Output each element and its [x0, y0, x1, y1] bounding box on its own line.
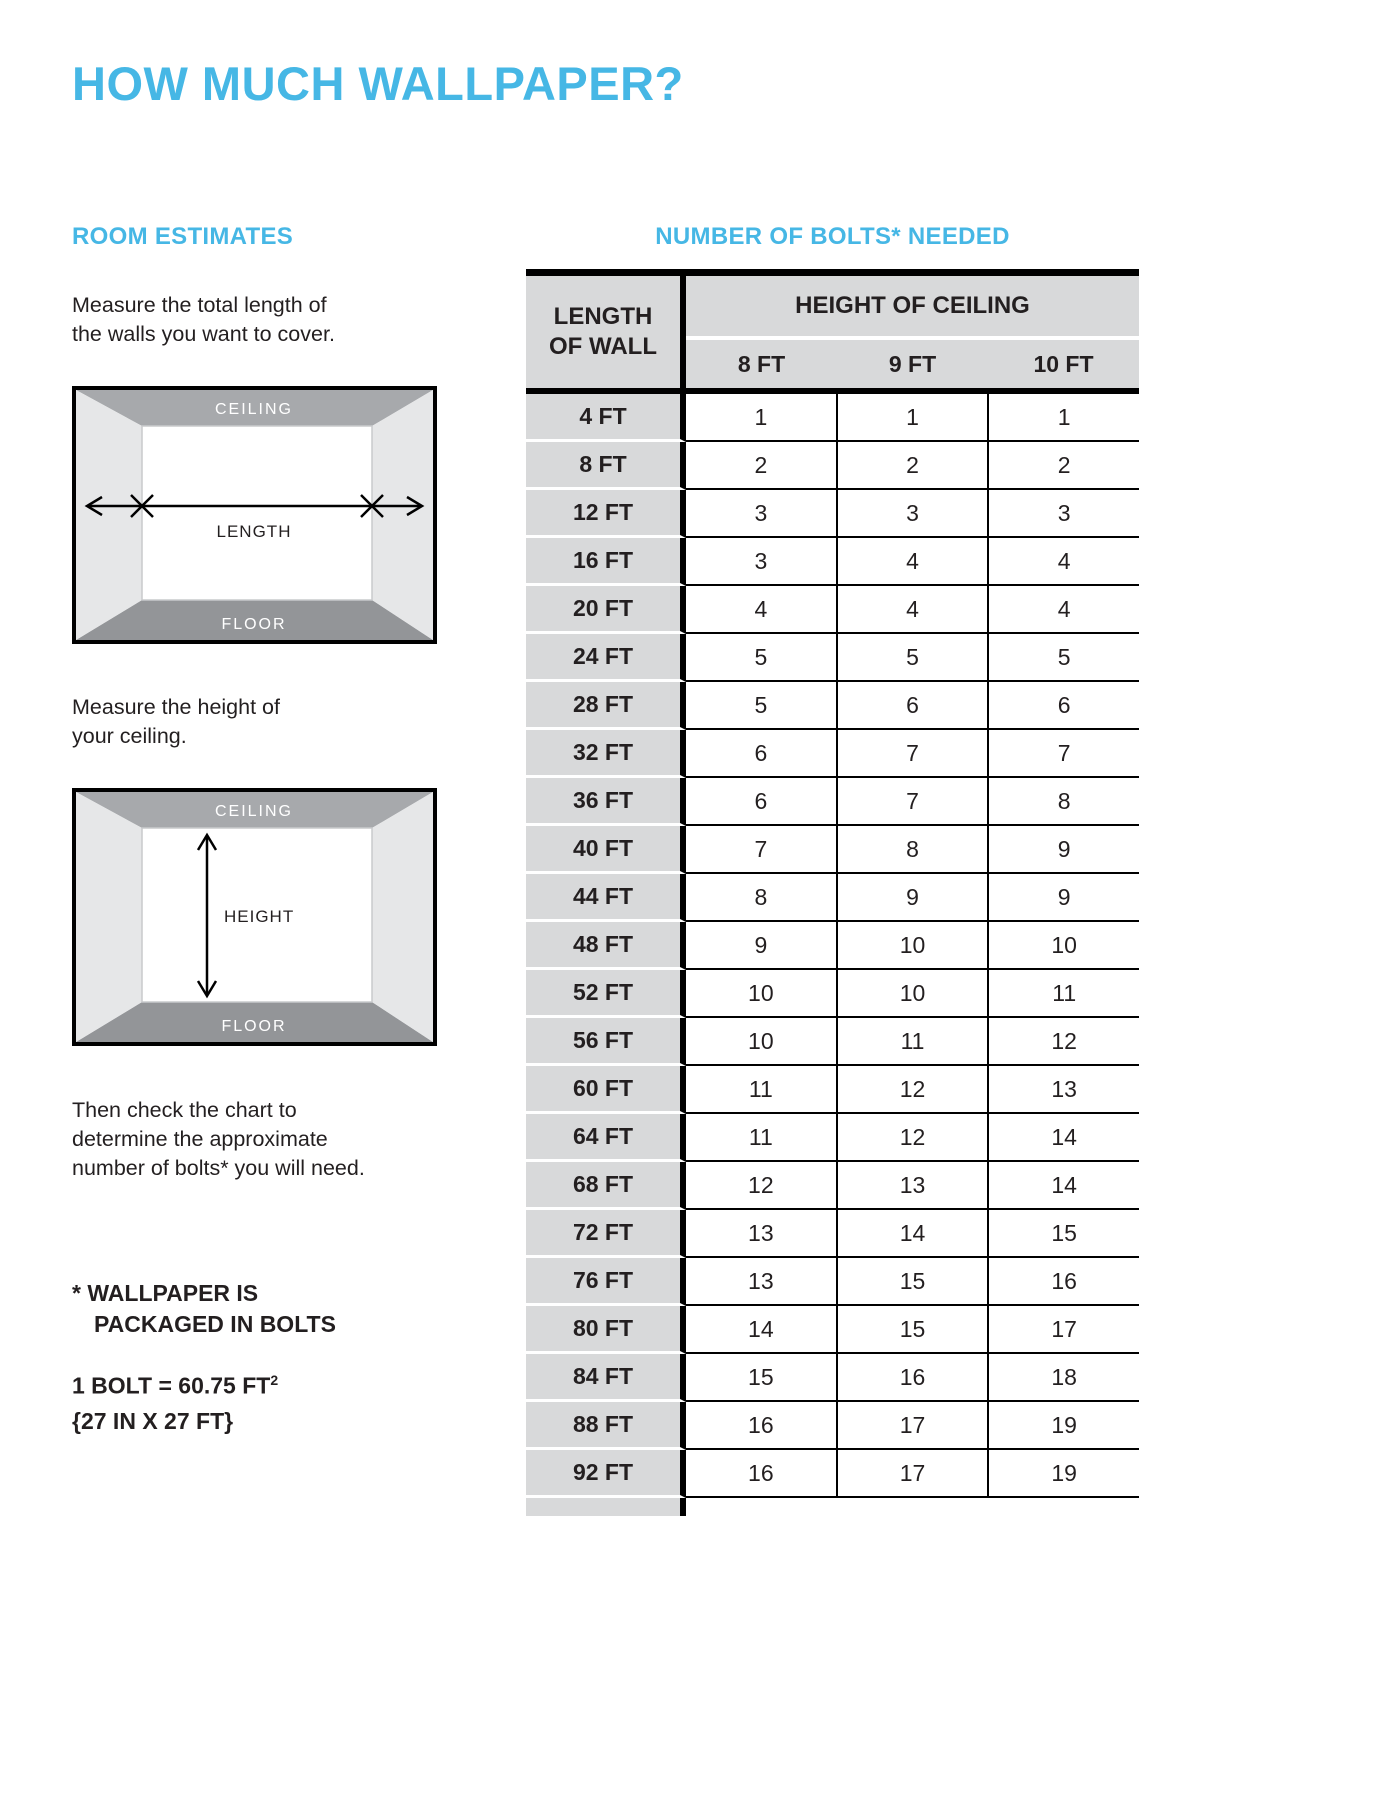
- floor-label: FLOOR: [221, 616, 287, 634]
- bolts-9ft-cell: 15: [836, 1306, 988, 1354]
- wallpaper-bolts-footnote: [72, 1278, 464, 1340]
- table-row: [526, 922, 1139, 970]
- bolt-dimensions: {27 IN X 27 FT}: [72, 1407, 234, 1434]
- table-row: [526, 394, 1139, 442]
- left-wall-surface: [76, 792, 142, 1042]
- wall-length-cell: 32 FT: [526, 730, 686, 778]
- bolts-9ft-cell: 12: [836, 1114, 988, 1162]
- wall-length-cell: 56 FT: [526, 1018, 686, 1066]
- bolts-9ft-cell: 7: [836, 778, 988, 826]
- bolts-8ft-cell: 6: [686, 778, 836, 826]
- table-row: [526, 1210, 1139, 1258]
- height-of-ceiling-header: HEIGHT OF CEILING: [686, 276, 1139, 336]
- step1-line: the walls you want to cover.: [72, 321, 335, 346]
- wall-length-cell: 52 FT: [526, 970, 686, 1018]
- bolts-9ft-cell: 16: [836, 1354, 988, 1402]
- bolts-10ft-cell: 6: [987, 682, 1139, 730]
- step2-text: [72, 693, 464, 750]
- table-row: [526, 1402, 1139, 1450]
- length-measure-label: LENGTH: [216, 522, 292, 542]
- bolts-8ft-cell: 13: [686, 1210, 836, 1258]
- bolts-table-heading: NUMBER OF BOLTS* NEEDED: [655, 223, 1010, 250]
- subheader-9ft: 9 FT: [888, 350, 937, 377]
- step2-line: Measure the height of: [72, 695, 280, 720]
- wall-length-cell: 44 FT: [526, 874, 686, 922]
- wall-length-cell: 60 FT: [526, 1066, 686, 1114]
- bolts-9ft-cell: 9: [836, 874, 988, 922]
- bolts-10ft-cell: 4: [987, 586, 1139, 634]
- bolts-table: [526, 269, 1139, 1516]
- table-tail-strip: [526, 1498, 686, 1516]
- subheader-8ft: 8 FT: [737, 350, 786, 377]
- bolts-9ft-cell: 2: [836, 442, 988, 490]
- bolts-10ft-cell: 19: [987, 1402, 1139, 1450]
- bolts-9ft-cell: 5: [836, 634, 988, 682]
- table-row: [526, 538, 1139, 586]
- room-estimates-column: [72, 223, 464, 1435]
- bolts-9ft-cell: 6: [836, 682, 988, 730]
- bolts-8ft-cell: 9: [686, 922, 836, 970]
- bolts-8ft-cell: 1: [686, 394, 836, 442]
- bolts-8ft-cell: 10: [686, 1018, 836, 1066]
- bolts-9ft-cell: 7: [836, 730, 988, 778]
- bolts-10ft-cell: 4: [987, 538, 1139, 586]
- length-of-wall-header: [526, 276, 686, 388]
- table-row: [526, 1354, 1139, 1402]
- bolts-10ft-cell: 19: [987, 1450, 1139, 1498]
- bolts-8ft-cell: 5: [686, 634, 836, 682]
- table-row: [526, 682, 1139, 730]
- table-row: [526, 1066, 1139, 1114]
- room-length-diagram: [72, 386, 437, 644]
- table-row: [526, 1306, 1139, 1354]
- wall-length-cell: 28 FT: [526, 682, 686, 730]
- bolts-8ft-cell: 6: [686, 730, 836, 778]
- step3-line: Then check the chart to: [72, 1098, 297, 1123]
- bolts-10ft-cell: 14: [987, 1162, 1139, 1210]
- table-top-rule: [526, 269, 1139, 276]
- step1-text: [72, 291, 464, 348]
- table-row: [526, 634, 1139, 682]
- bolts-9ft-cell: 13: [836, 1162, 988, 1210]
- bolts-8ft-cell: 5: [686, 682, 836, 730]
- bolts-10ft-cell: 16: [987, 1258, 1139, 1306]
- wall-length-cell: 40 FT: [526, 826, 686, 874]
- wall-length-cell: 80 FT: [526, 1306, 686, 1354]
- wall-length-cell: 36 FT: [526, 778, 686, 826]
- bolts-8ft-cell: 16: [686, 1450, 836, 1498]
- bolts-9ft-cell: 4: [836, 586, 988, 634]
- bolts-10ft-cell: 9: [987, 874, 1139, 922]
- bolts-8ft-cell: 4: [686, 586, 836, 634]
- page-title: HOW MUCH WALLPAPER?: [72, 57, 684, 110]
- bolts-8ft-cell: 11: [686, 1066, 836, 1114]
- bolts-10ft-cell: 17: [987, 1306, 1139, 1354]
- floor-label: FLOOR: [221, 1018, 287, 1036]
- bolts-8ft-cell: 8: [686, 874, 836, 922]
- ceiling-height-subheaders: [686, 340, 1139, 388]
- bolts-9ft-cell: 14: [836, 1210, 988, 1258]
- bolts-8ft-cell: 2: [686, 442, 836, 490]
- table-row: [526, 490, 1139, 538]
- wall-length-cell: 12 FT: [526, 490, 686, 538]
- bolts-8ft-cell: 7: [686, 826, 836, 874]
- bolts-10ft-cell: 13: [987, 1066, 1139, 1114]
- table-row: [526, 826, 1139, 874]
- bolts-10ft-cell: 7: [987, 730, 1139, 778]
- wall-length-cell: 16 FT: [526, 538, 686, 586]
- bolts-9ft-cell: 15: [836, 1258, 988, 1306]
- table-row: [526, 1258, 1139, 1306]
- wall-length-cell: 24 FT: [526, 634, 686, 682]
- table-row: [526, 778, 1139, 826]
- table-header: [526, 276, 1139, 388]
- step3-line: number of bolts* you will need.: [72, 1155, 365, 1180]
- wall-length-cell: 8 FT: [526, 442, 686, 490]
- table-row: [526, 1162, 1139, 1210]
- bolts-10ft-cell: 2: [987, 442, 1139, 490]
- wall-length-cell: 20 FT: [526, 586, 686, 634]
- step3-text: [72, 1096, 464, 1182]
- step3-line: determine the approximate: [72, 1126, 328, 1151]
- wall-length-cell: 68 FT: [526, 1162, 686, 1210]
- bolts-9ft-cell: 4: [836, 538, 988, 586]
- bolts-9ft-cell: 10: [836, 970, 988, 1018]
- wall-length-cell: 72 FT: [526, 1210, 686, 1258]
- wall-length-cell: 64 FT: [526, 1114, 686, 1162]
- bolts-9ft-cell: 3: [836, 490, 988, 538]
- back-wall-surface: [142, 426, 372, 600]
- bolts-10ft-cell: 10: [987, 922, 1139, 970]
- bolts-8ft-cell: 3: [686, 538, 836, 586]
- bolts-10ft-cell: 8: [987, 778, 1139, 826]
- wall-length-cell: 92 FT: [526, 1450, 686, 1498]
- wall-length-cell: 48 FT: [526, 922, 686, 970]
- bolts-10ft-cell: 12: [987, 1018, 1139, 1066]
- bolt-formula: [72, 1372, 464, 1400]
- step1-line: Measure the total length of: [72, 293, 327, 317]
- ceiling-label: CEILING: [214, 401, 294, 419]
- bolts-chart-column: [526, 223, 1139, 1516]
- bolts-8ft-cell: 10: [686, 970, 836, 1018]
- length-of-wall-header-line: LENGTH: [553, 303, 653, 330]
- room-estimates-heading: ROOM ESTIMATES: [72, 223, 294, 250]
- content-columns: [72, 223, 1391, 1516]
- table-row: [526, 442, 1139, 490]
- footnote-line: PACKAGED IN BOLTS: [94, 1311, 336, 1338]
- bolts-10ft-cell: 11: [987, 970, 1139, 1018]
- bolts-10ft-cell: 5: [987, 634, 1139, 682]
- table-row: [526, 874, 1139, 922]
- room-height-diagram: [72, 788, 437, 1046]
- table-row: [526, 586, 1139, 634]
- ceiling-label: CEILING: [214, 803, 294, 821]
- wall-length-cell: 88 FT: [526, 1402, 686, 1450]
- bolts-8ft-cell: 13: [686, 1258, 836, 1306]
- wall-length-cell: 84 FT: [526, 1354, 686, 1402]
- bolts-8ft-cell: 16: [686, 1402, 836, 1450]
- subheader-10ft: 10 FT: [1033, 350, 1094, 377]
- table-body: [526, 394, 1139, 1498]
- table-row: [526, 1450, 1139, 1498]
- bolts-8ft-cell: 14: [686, 1306, 836, 1354]
- bolts-9ft-cell: 11: [836, 1018, 988, 1066]
- bolts-9ft-cell: 10: [836, 922, 988, 970]
- bolts-10ft-cell: 14: [987, 1114, 1139, 1162]
- height-measure-label: HEIGHT: [224, 907, 295, 927]
- bolts-10ft-cell: 15: [987, 1210, 1139, 1258]
- right-wall-surface: [372, 792, 433, 1042]
- bolts-9ft-cell: 8: [836, 826, 988, 874]
- bolts-9ft-cell: 17: [836, 1450, 988, 1498]
- bolts-8ft-cell: 15: [686, 1354, 836, 1402]
- bolts-10ft-cell: 3: [987, 490, 1139, 538]
- table-row: [526, 970, 1139, 1018]
- bolts-8ft-cell: 3: [686, 490, 836, 538]
- bolt-formula-text: 1 BOLT = 60.75 FT: [72, 1372, 271, 1399]
- bolts-9ft-cell: 12: [836, 1066, 988, 1114]
- length-of-wall-header-line: OF WALL: [549, 333, 657, 360]
- wall-length-cell: 76 FT: [526, 1258, 686, 1306]
- bolts-10ft-cell: 9: [987, 826, 1139, 874]
- table-row: [526, 1114, 1139, 1162]
- bolts-8ft-cell: 11: [686, 1114, 836, 1162]
- bolts-10ft-cell: 1: [987, 394, 1139, 442]
- bolts-9ft-cell: 1: [836, 394, 988, 442]
- ceiling-height-header-group: [686, 276, 1139, 388]
- table-row: [526, 1018, 1139, 1066]
- footnote-line: * WALLPAPER IS: [72, 1280, 259, 1307]
- step2-line: your ceiling.: [72, 723, 187, 748]
- table-row: [526, 730, 1139, 778]
- bolt-formula-exponent: 2: [270, 1372, 279, 1389]
- bolts-10ft-cell: 18: [987, 1354, 1139, 1402]
- bolts-8ft-cell: 12: [686, 1162, 836, 1210]
- wall-length-cell: 4 FT: [526, 394, 686, 442]
- bolts-9ft-cell: 17: [836, 1402, 988, 1450]
